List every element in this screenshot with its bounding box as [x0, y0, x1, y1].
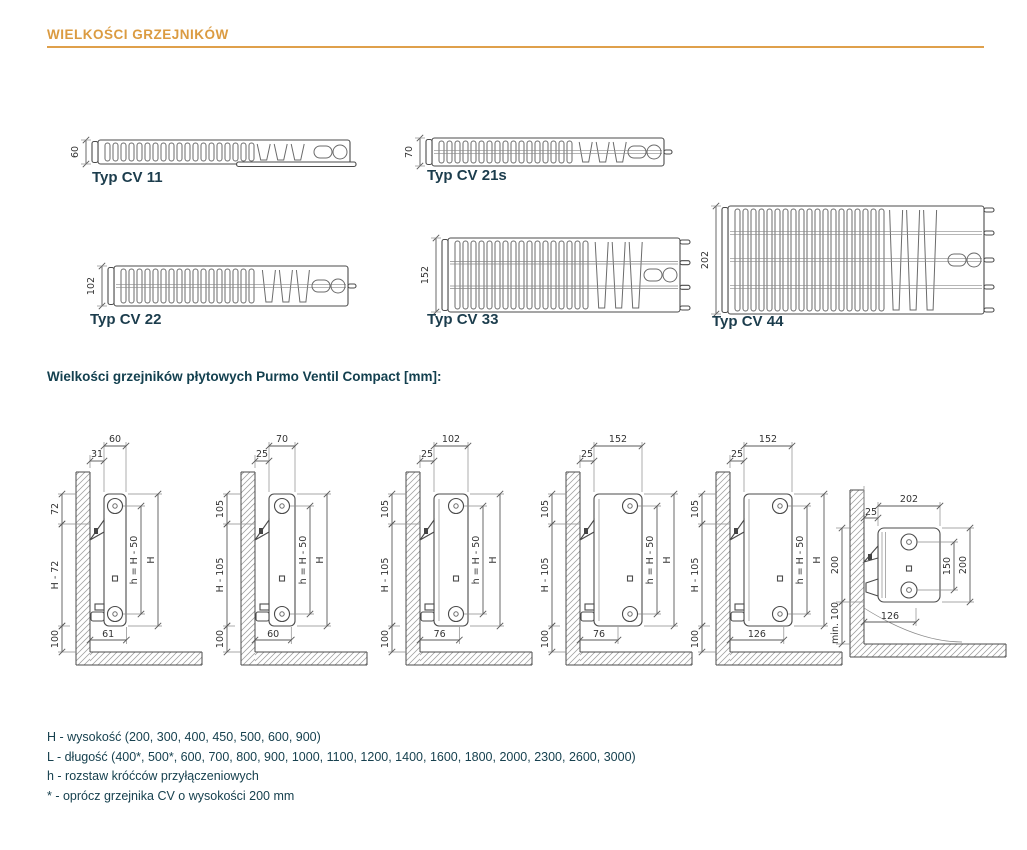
dimension-label: H [146, 556, 157, 564]
cross-section-cv22 [376, 428, 544, 678]
legend-line-footnote: * - oprócz grzejnika CV o wysokości 200 mm [47, 788, 295, 803]
dimension-label: 60 [70, 145, 81, 159]
dimension-label: min. 100 [830, 601, 841, 645]
top-view-cv44-diagram [700, 194, 1000, 330]
dimension-label: H [812, 556, 823, 564]
dimension-label: 202 [700, 250, 711, 270]
dimension-label: H - 72 [50, 560, 61, 590]
dimension-label: H - 105 [540, 557, 551, 593]
dimension-label: 100 [50, 629, 61, 649]
cross-section-cv21s [211, 428, 379, 678]
type-label-cv21s: Typ CV 21s [427, 167, 507, 184]
dimension-label: 25 [580, 449, 594, 460]
legend [47, 728, 636, 806]
type-label-cv22: Typ CV 22 [90, 311, 162, 328]
dimension-label: H [662, 556, 673, 564]
dimension-label: 60 [267, 629, 280, 640]
dimension-label: 200 [958, 555, 969, 575]
dimension-label: 202 [899, 494, 919, 505]
dimension-label: 126 [880, 611, 900, 622]
dimension-label: 76 [433, 629, 446, 640]
dimension-label: 100 [380, 629, 391, 649]
section-subtitle: Wielkości grzejników płytowych Purmo Ventil Compact [mm]: [47, 369, 442, 384]
dimension-label: 76 [592, 629, 606, 640]
dimension-label: H - 105 [215, 557, 226, 593]
dimension-label: 152 [608, 434, 628, 445]
dimension-label: 152 [758, 434, 778, 445]
dimension-label: 102 [86, 276, 97, 296]
dimension-label: 105 [380, 499, 391, 519]
dimension-label: 25 [730, 449, 744, 460]
dimension-label: 100 [215, 629, 226, 649]
legend-line-length: L - długość (400*, 500*, 600, 700, 800, 900, 1000, 1100, 1200, 1400, 1600, 1800, 2000, 2300, 2600, 3000) [47, 749, 636, 764]
dimension-label: 105 [690, 499, 701, 519]
dimension-label: 61 [102, 629, 115, 640]
type-label-cv33: Typ CV 33 [427, 311, 499, 328]
dimension-label: H [488, 556, 499, 564]
dimension-label: h = H - 50 [129, 535, 140, 585]
dimension-label: h = H - 50 [298, 535, 309, 585]
title-underline [47, 46, 984, 48]
type-label-cv11: Typ CV 11 [92, 169, 163, 186]
dimension-label: 105 [540, 499, 551, 519]
dimension-label: H - 105 [380, 557, 391, 593]
dimension-label: 100 [690, 629, 701, 649]
dimension-label: 105 [215, 499, 226, 519]
dimension-label: 25 [420, 449, 434, 460]
dimension-label: 70 [404, 145, 415, 159]
dimension-label: H - 105 [690, 557, 701, 593]
dimension-label: 31 [90, 449, 104, 460]
dimension-label: 100 [540, 629, 551, 649]
dimension-label: h = H - 50 [471, 535, 482, 585]
dimension-label: 150 [942, 556, 953, 576]
dimension-label: h = H - 50 [645, 535, 656, 585]
page-title: WIELKOŚCI GRZEJNIKÓW [47, 27, 229, 42]
type-label-cv44: Typ CV 44 [712, 313, 784, 330]
dimension-label: 72 [50, 502, 61, 516]
dimension-label: 126 [747, 629, 766, 640]
legend-line-height: H - wysokość (200, 300, 400, 450, 500, 600, 900) [47, 730, 321, 744]
dimension-label: 152 [420, 265, 431, 285]
dimension-label: H [315, 556, 326, 564]
dimension-label: h = H - 50 [795, 535, 806, 585]
cross-section-cv11 [46, 428, 214, 678]
cross-section-cv33 [536, 428, 704, 678]
dimension-label: 25 [255, 449, 269, 460]
installation-detail-diagram [828, 458, 1025, 693]
dimension-label: 70 [275, 434, 289, 445]
dimension-label: 60 [108, 434, 122, 445]
dimension-label: 102 [441, 434, 461, 445]
dimension-label: 25 [864, 507, 878, 518]
legend-line-connectors: h - rozstaw króćców przyłączeniowych [47, 769, 259, 783]
dimension-label: 200 [830, 555, 841, 575]
